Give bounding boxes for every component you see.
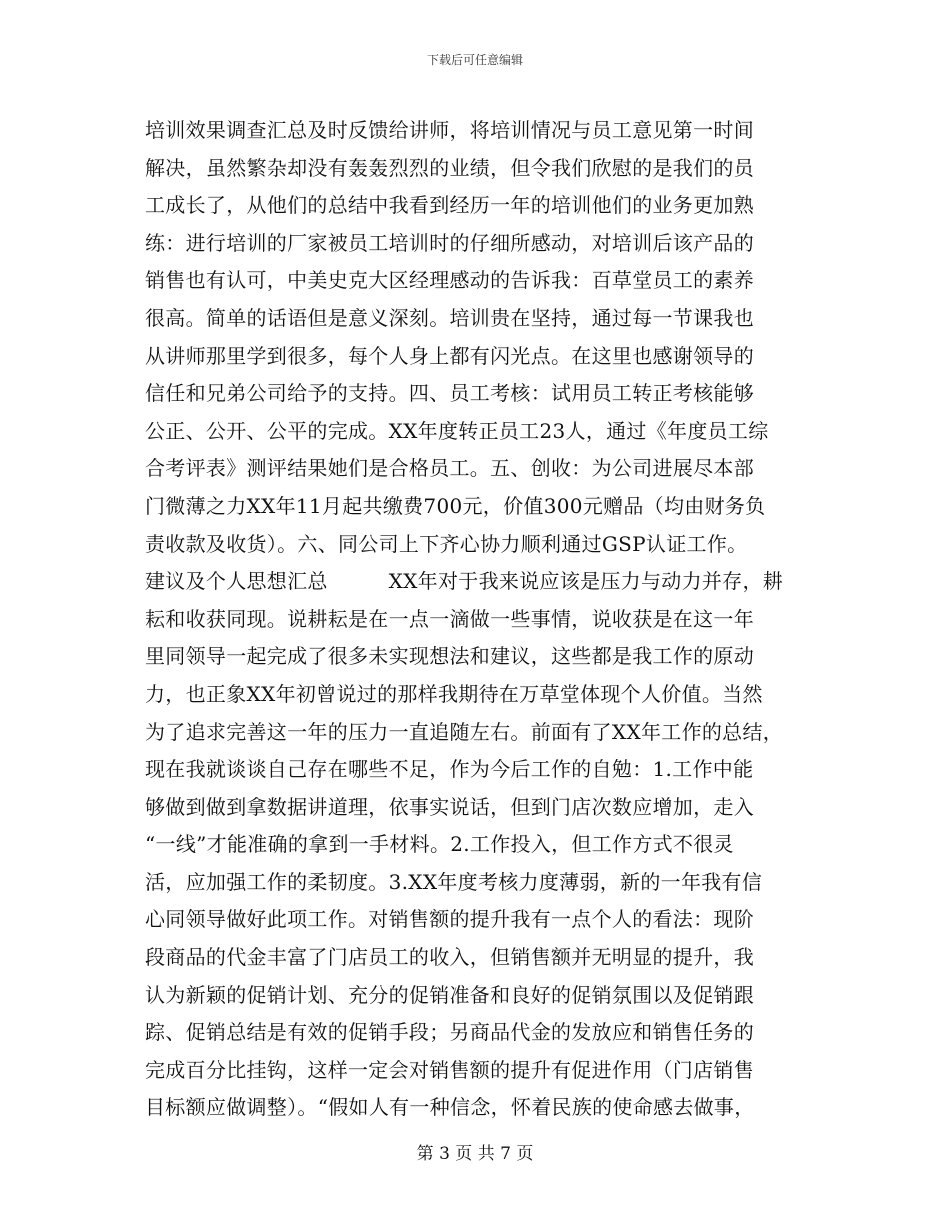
- text-line: 工成长了，从他们的总结中我看到经历一年的培训他们的业务更加熟: [145, 193, 754, 218]
- text-line: 里同领导一起完成了很多未实现想法和建议，这些都是我工作的原动: [145, 644, 754, 669]
- text-line: 练：进行培训的厂家被员工培训时的仔细所感动，对培训后该产品的: [145, 230, 754, 255]
- text-line: 为了追求完善这一年的压力一直追随左右。前面有了XX年工作的总结，: [145, 719, 784, 744]
- text-line: 解决，虽然繁杂却没有轰轰烈烈的业绩，但令我们欣慰的是我们的员: [145, 155, 754, 180]
- page-number-footer: 第 3 页 共 7 页: [416, 1144, 534, 1164]
- text-line: 销售也有认可，中美史克大区经理感动的告诉我：百草堂员工的素养: [145, 268, 754, 293]
- text-line: 够做到做到拿数据讲道理，依事实说话，但到门店次数应增加，走入: [145, 794, 754, 819]
- text-line: 建议及个人思想汇总 XX年对于我来说应该是压力与动力并存，耕: [145, 569, 784, 594]
- text-line: “一线”才能准确的拿到一手材料。2.工作投入，但工作方式不很灵: [145, 832, 734, 857]
- text-line: 目标额应做调整）。“假如人有一种信念，怀着民族的使命感去做事，: [145, 1095, 755, 1120]
- text-line: 现在我就谈谈自己存在哪些不足，作为今后工作的自勉：1.工作中能: [145, 757, 754, 782]
- text-line: 完成百分比挂钩，这样一定会对销售额的提升有促进作用（门店销售: [145, 1057, 754, 1082]
- page-header-note: 下载后可任意编辑: [426, 53, 523, 67]
- text-line: 力，也正象XX年初曾说过的那样我期待在万草堂体现个人价值。当然: [145, 681, 763, 706]
- text-line: 从讲师那里学到很多，每个人身上都有闪光点。在这里也感谢领导的: [145, 343, 754, 368]
- text-line: 责收款及收货）。六、同公司上下齐心协力顺利通过GSP认证工作。: [145, 531, 748, 556]
- text-line: 心同领导做好此项工作。对销售额的提升我有一点个人的看法：现阶: [145, 907, 754, 932]
- text-line: 培训效果调查汇总及时反馈给讲师，将培训情况与员工意见第一时间: [145, 118, 754, 142]
- text-line: 认为新颖的促销计划、充分的促销准备和良好的促销氛围以及促销跟: [145, 982, 754, 1007]
- text-line: 信任和兄弟公司给予的支持。四、员工考核：试用员工转正考核能够: [145, 381, 754, 406]
- text-line: 段商品的代金丰富了门店员工的收入，但销售额并无明显的提升，我: [145, 945, 754, 970]
- text-line: 合考评表》测评结果她们是合格员工。五、创收：为公司进展尽本部: [145, 456, 754, 481]
- text-line: 踪、促销总结是有效的促销手段；另商品代金的发放应和销售任务的: [145, 1020, 754, 1045]
- text-line: 活，应加强工作的柔韧度。3.XX年度考核力度薄弱，新的一年我有信: [145, 869, 763, 894]
- document-body: [145, 112, 825, 1127]
- text-line: 门微薄之力XX年11月起共缴费700元，价值300元赠品（均由财务负: [145, 493, 766, 518]
- text-line: 很高。简单的话语但是意义深刻。培训贵在坚持，通过每一节课我也: [145, 305, 754, 330]
- text-line: 公正、公开、公平的完成。XX年度转正员工23人，通过《年度员工综: [145, 418, 769, 443]
- text-line: 耘和收获同现。说耕耘是在一点一滴做一些事情，说收获是在这一年: [145, 606, 754, 631]
